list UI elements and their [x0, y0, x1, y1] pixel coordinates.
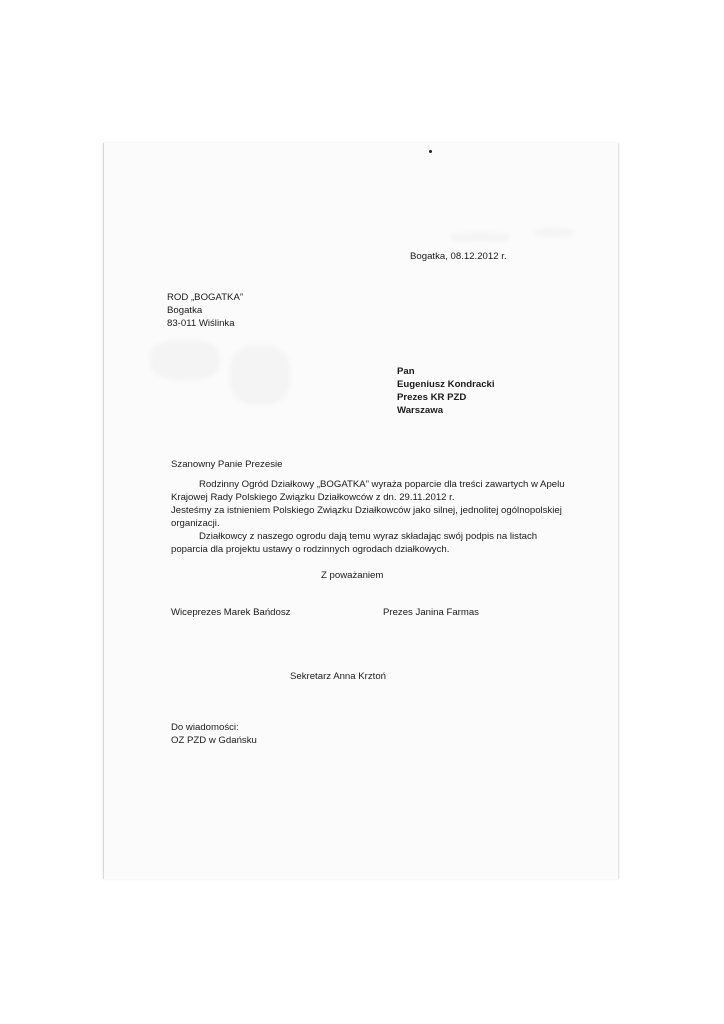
body-line: Jesteśmy za istnieniem Polskiego Związku Działkowców jako silnej, jednolitej ogólnopolskiej: [171, 505, 562, 516]
body-line: organizacji.: [171, 518, 220, 529]
signature-secretary: Sekretarz Anna Krztoń: [290, 671, 386, 682]
salutation: Szanowny Panie Prezesie: [171, 459, 283, 470]
body-line: Krajowej Rady Polskiego Związku Działkowców z dn. 29.11.2012 r.: [171, 492, 455, 503]
show-through-mark: [450, 232, 510, 242]
closing: Z poważaniem: [321, 570, 384, 581]
recipient-line-1: Pan: [397, 366, 415, 377]
body-line: poparcia dla projektu ustawy o rodzinnych ogrodach działkowych.: [171, 544, 450, 555]
sender-line-1: ROD „BOGATKA”: [167, 292, 244, 303]
recipient-line-2: Eugeniusz Kondracki: [397, 379, 495, 390]
show-through-mark: [230, 345, 290, 405]
signature-vice-president: Wiceprezes Marek Bańdosz: [171, 607, 291, 618]
body-line: Działkowcy z naszego ogrodu dają temu wyraz składając swój podpis na listach: [199, 531, 538, 542]
show-through-mark: [150, 340, 220, 380]
cc-label: Do wiadomości:: [171, 722, 239, 733]
sender-line-2: Bogatka: [167, 305, 203, 316]
paper-speck: [429, 150, 432, 153]
recipient-line-4: Warszawa: [397, 405, 444, 416]
cc-recipient: OZ PZD w Gdańsku: [171, 735, 257, 746]
show-through-mark: [535, 228, 575, 237]
recipient-line-3: Prezes KR PZD: [397, 392, 467, 403]
place-date: Bogatka, 08.12.2012 r.: [410, 251, 507, 262]
body-line: Rodzinny Ogród Działkowy „BOGATKA” wyraża poparcie dla treści zawartych w Apelu: [199, 479, 565, 490]
signature-president: Prezes Janina Farmas: [383, 607, 479, 618]
sender-line-3: 83-011 Wiślinka: [167, 318, 235, 329]
